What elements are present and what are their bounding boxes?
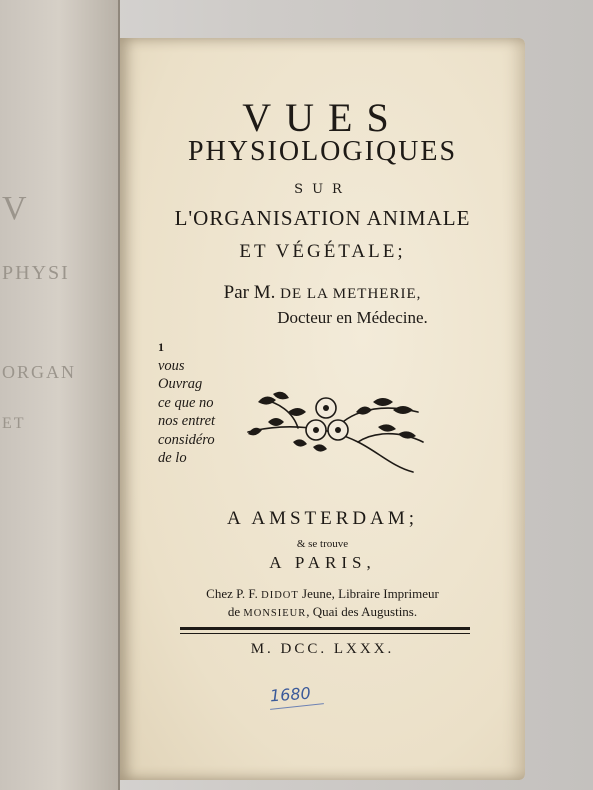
epigraph-line: de lo xyxy=(158,450,187,466)
epigraph-line: Ouvrag xyxy=(158,376,203,392)
title-vues: VUES xyxy=(242,95,403,140)
author-prefix: Par M. xyxy=(223,282,281,303)
epigraph-line: ce que no xyxy=(158,394,214,411)
floral-ornament-icon xyxy=(238,372,428,482)
publisher-line-2 xyxy=(120,604,525,620)
publisher-name-2: MONSIEUR xyxy=(243,608,307,619)
spine-letter: V xyxy=(2,190,29,227)
place-amsterdam: A AMSTERDAM; xyxy=(226,508,419,529)
title-physiologiques: PHYSIOLOGIQUES xyxy=(187,136,458,167)
and-found-at: & se trouve xyxy=(296,538,349,550)
title-sur: SUR xyxy=(294,182,351,197)
epigraph-line: nos entret xyxy=(158,413,216,429)
title-organisation: L'ORGANISATION ANIMALE xyxy=(174,206,471,230)
spine-letter: PHYSI xyxy=(2,262,70,284)
publisher-rest-2: , Quai des Augustins. xyxy=(306,604,418,619)
book-cover-board xyxy=(0,0,120,790)
title-vegetale: ET VÉGÉTALE; xyxy=(239,241,406,262)
author-degree: Docteur en Médecine. xyxy=(277,308,428,327)
publisher-name: DIDOT xyxy=(261,590,299,601)
epigraph-line: considéro xyxy=(158,431,215,448)
place-paris: A PARIS, xyxy=(269,553,376,572)
publication-date: M. DCC. LXXX. xyxy=(250,641,395,657)
publisher-rest: Jeune, Libraire Imprimeur xyxy=(298,586,439,601)
spine-letter: ET xyxy=(2,415,26,432)
author-line xyxy=(120,282,525,304)
epigraph xyxy=(158,338,238,468)
publisher-line-1 xyxy=(120,586,525,602)
epigraph-line: vous xyxy=(158,357,185,374)
author-name: DE LA METHERIE, xyxy=(280,286,422,302)
publisher-prefix: Chez P. F. xyxy=(206,586,262,601)
divider-rule xyxy=(180,627,470,630)
divider-rule-thin xyxy=(180,633,470,634)
title-page xyxy=(120,38,525,780)
publisher-prefix-2: de xyxy=(227,604,244,619)
spine-letter: ORGAN xyxy=(2,362,77,382)
pencil-annotation: 1680 xyxy=(269,683,312,706)
epigraph-line: 1 xyxy=(158,340,164,354)
